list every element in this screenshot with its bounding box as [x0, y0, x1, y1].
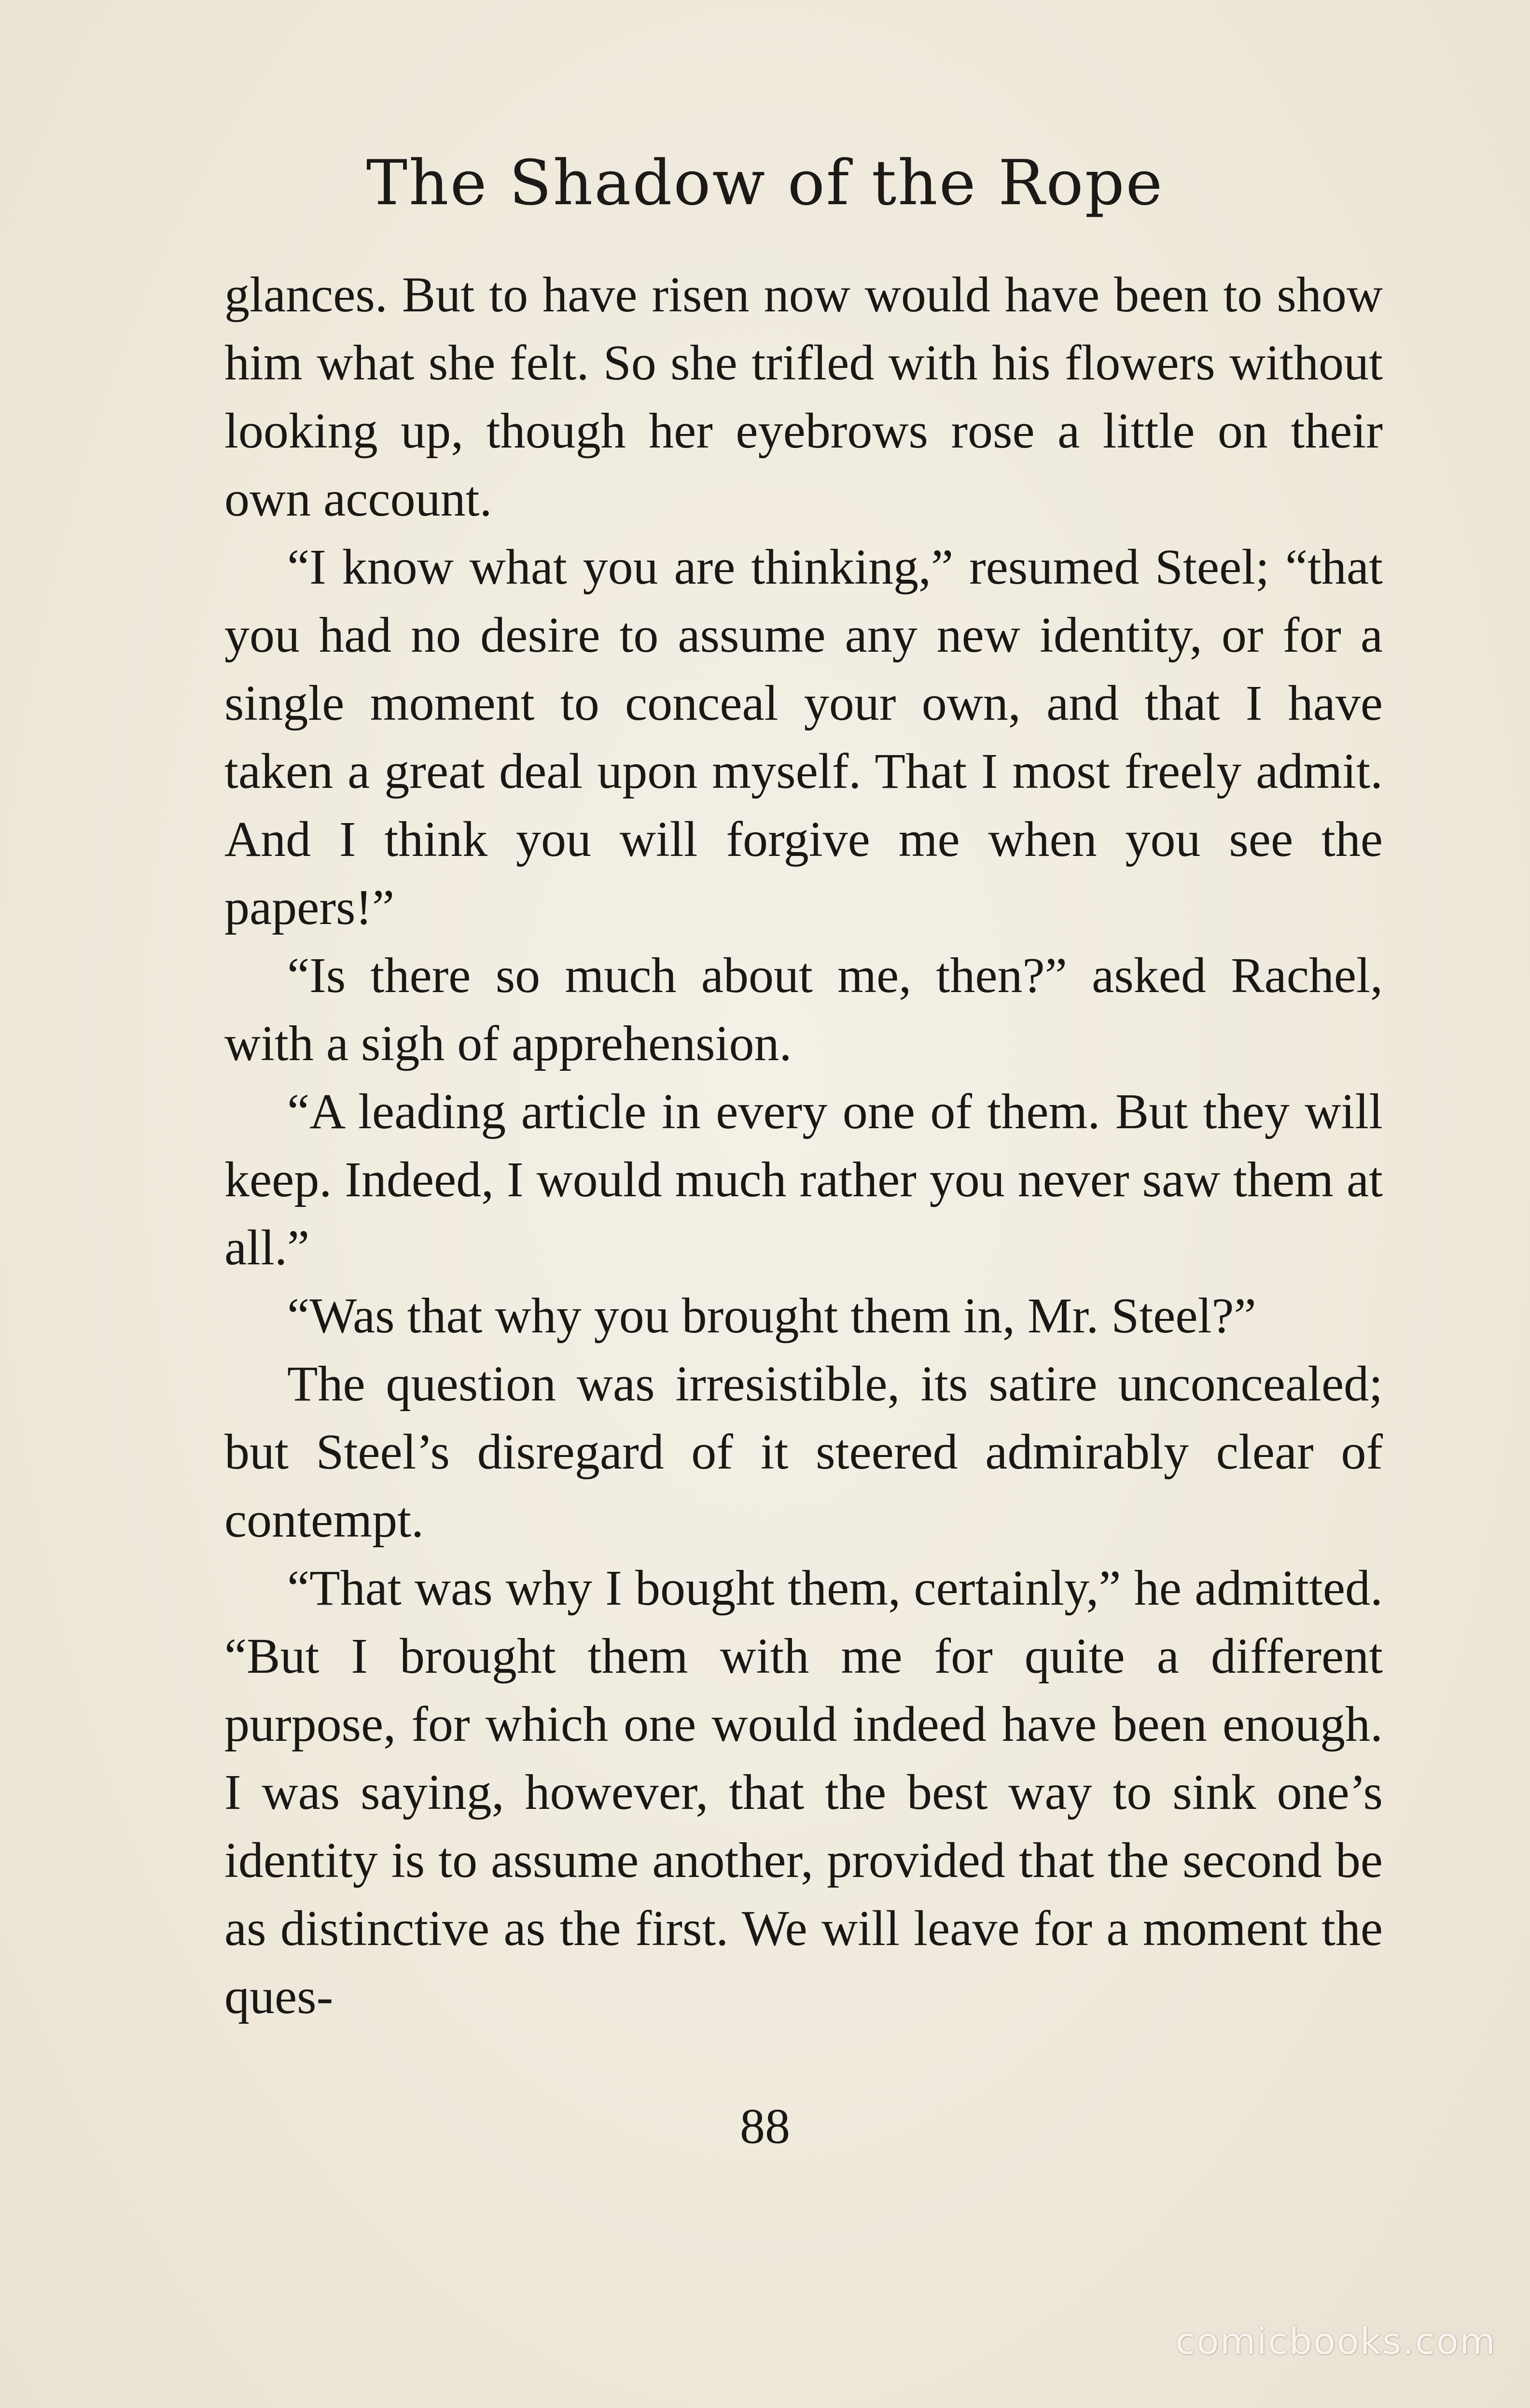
- paragraph: “That was why I bought them, certainly,” he admitted. “But I brought them with me for quite a different purpose, for which one would indeed have been enough. I was saying, however, that the best way to sink one’s identity is to assume another, provided that the second be as distinctive as the first. We will leave for a moment the ques-: [224, 1560, 1383, 2024]
- paragraph: “Is there so much about me, then?” asked Rachel, with a sigh of apprehension.: [224, 948, 1383, 1071]
- paragraph: The question was irresistible, its satire unconcealed; but Steel’s disregard of it steered admirably clear of contempt.: [224, 1356, 1383, 1548]
- paragraph: “A leading article in every one of them. But they will keep. Indeed, I would much rather you never saw them at all.”: [224, 1084, 1383, 1275]
- paragraph: glances. But to have risen now would have been to show him what she felt. So she trifled with his flowers without looking up, though her eyebrows rose a little on their own account.: [224, 267, 1383, 527]
- body-text: [224, 261, 1383, 2030]
- paragraph: “I know what you are thinking,” resumed Steel; “that you had no desire to assume any new identity, or for a single moment to conceal your own, and that I have taken a great deal upon myself. That I most freely admit. And I think you will forgive me when you see the papers!”: [224, 539, 1383, 935]
- watermark: comicbooks.com: [1175, 2320, 1496, 2363]
- running-head: The Shadow of the Rope: [366, 147, 1164, 219]
- page-number: 88: [740, 2099, 790, 2154]
- paragraph: “Was that why you brought them in, Mr. Steel?”: [287, 1288, 1256, 1344]
